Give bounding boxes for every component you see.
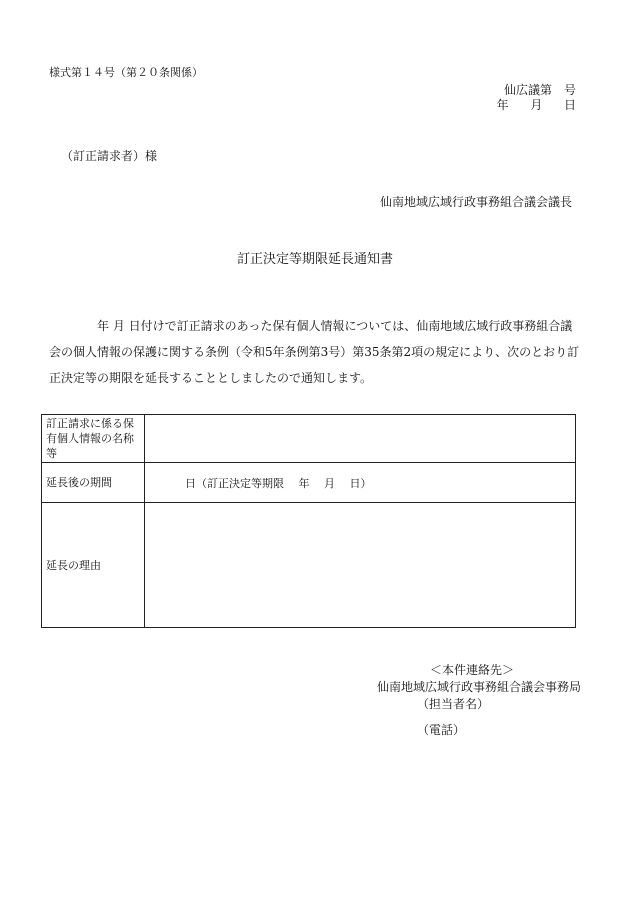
addressee: （訂正請求者）様 [61,149,158,163]
date-year: 年 [496,98,509,112]
row-label-extended-period: 延長後の期間 [42,463,145,503]
sender: 仙南地域広域行政事務組合議会議長 [379,195,572,209]
table-row [42,503,576,628]
contact-person: （担当者名） [417,697,490,711]
form-number: 様式第１４号（第２０条関係） [49,66,203,79]
contact-block [377,662,581,739]
contact-office: 仙南地域広域行政事務組合議会事務局 [377,680,582,694]
row-label-extension-reason: 延長の理由 [42,503,145,628]
table-row [42,415,576,463]
table-row [42,463,576,503]
info-table [41,414,576,628]
body-paragraph [49,313,581,391]
date-day: 日 [563,98,576,112]
document-title: 訂正決定等期限延長通知書 [236,252,393,267]
body-text: 年 月 日付けで訂正請求のあった保有個人情報については、仙南地域広域行政事務組合議会の個人情報の保護に関する条例（令和5年条例第3号）第35条第2項の規定により、次のとおり訂正決定等の期限を延長することとしましたので通知します。 [49,319,580,385]
contact-phone: （電話） [417,723,466,737]
row-value-info-name [145,415,576,463]
row-value-extended-period: 日（訂正決定等期限 年 月 日） [145,463,576,503]
document-number: 仙広議第 号 [503,83,576,97]
row-value-extension-reason [145,503,576,628]
document-date [497,96,576,113]
date-month: 月 [530,98,543,112]
contact-title: ＜本件連絡先＞ [430,663,515,677]
row-label-info-name: 訂正請求に係る保有個人情報の名称等 [42,415,145,463]
